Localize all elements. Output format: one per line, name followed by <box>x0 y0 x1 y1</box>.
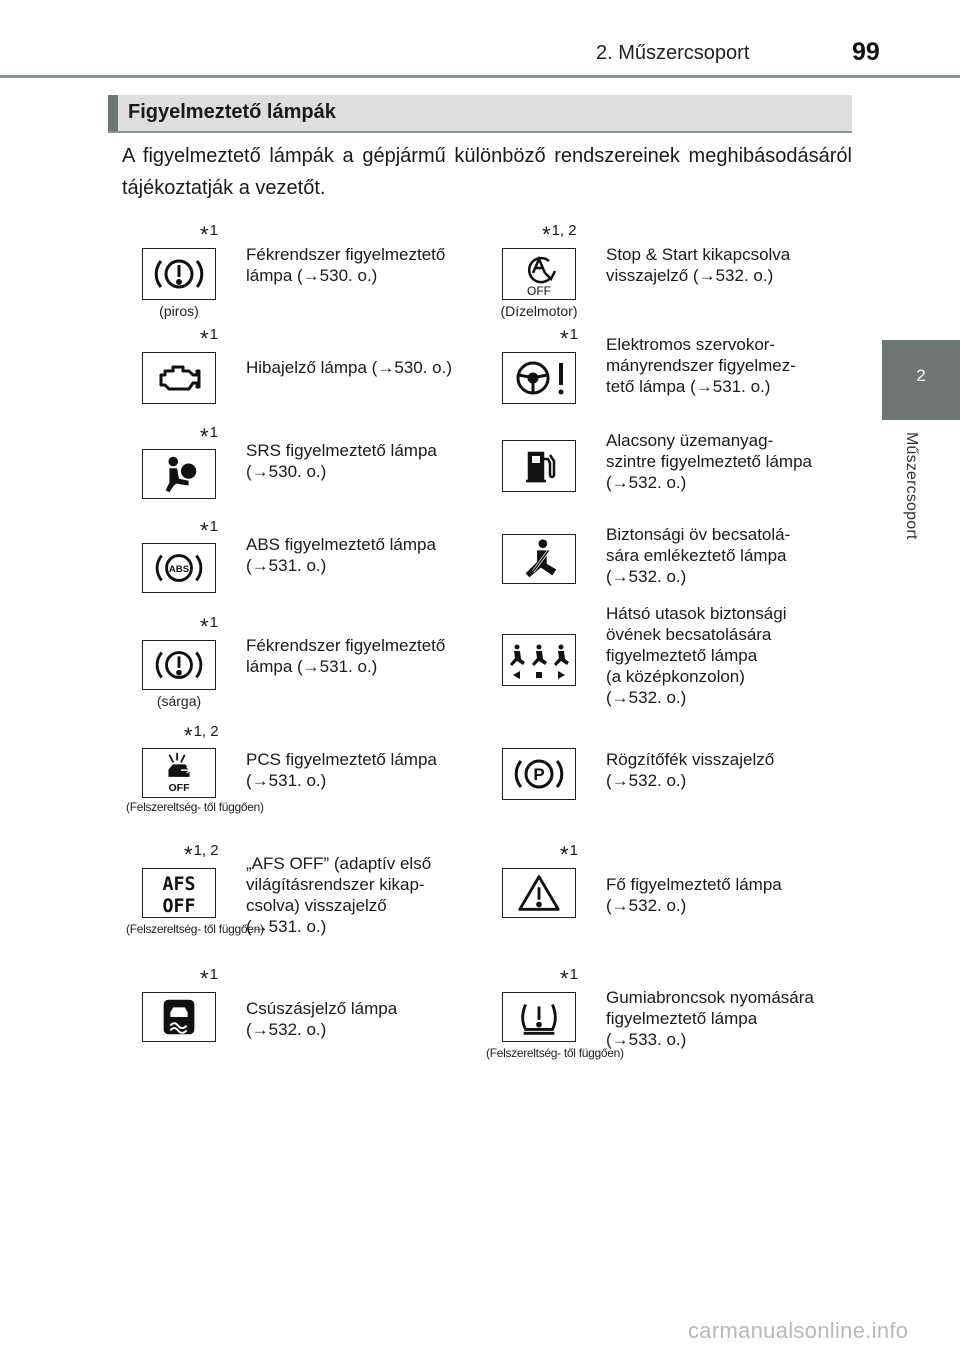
footnote-marker: *1 <box>560 326 578 351</box>
footnote-marker: *1 <box>560 966 578 991</box>
section-intro: A figyelmeztető lámpák a gépjármű különböző rendszereinek meghibásodásáról tájékoztatják a vezetőt. <box>122 145 852 199</box>
lamp-caption: (piros) <box>159 303 199 319</box>
lamp-description: Alacsony üzemanyag- szintre figyelmeztető lámpa (→532. o.) <box>606 431 812 492</box>
lamp-description: Rögzítőfék visszajelző (→532. o.) <box>606 750 775 790</box>
lamp-description: Stop & Start kikapcsolva visszajelző (→532. o.) <box>606 245 791 285</box>
lamp-description: Elektromos szervokor- mányrendszer figyelmez- tető lámpa (→531. o.) <box>606 335 796 396</box>
lamp-description: Fékrendszer figyelmeztető lámpa (→530. o.) <box>246 245 446 285</box>
section-heading-accent <box>108 95 118 131</box>
footnote-marker: *1 <box>200 518 218 543</box>
chapter-title: 2. Műszercsoport <box>596 42 750 64</box>
lamp-description: Biztonsági öv becsatolá- sára emlékeztető lámpa (→532. o.) <box>606 525 791 586</box>
airbag-icon <box>142 449 216 499</box>
site-watermark: carmanualsonline.info <box>688 1318 909 1343</box>
section-heading <box>108 95 852 133</box>
lamp-description: Fő figyelmeztető lámpa (→532. o.) <box>606 875 782 915</box>
lamp-description: „AFS OFF” (adaptív első világításrendszer kikap- csolva) visszajelző (→531. o.) <box>246 854 432 936</box>
lamp-description: Gumiabroncsok nyomására figyelmeztető lámpa (→533. o.) <box>606 988 814 1049</box>
lamp-caption: (Felszereltség- től függően) <box>486 1046 624 1060</box>
lamp-caption: (Dízelmotor) <box>500 303 578 319</box>
chapter-tab-label: Műszercsoport <box>903 432 920 540</box>
footnote-marker: *1, 2 <box>542 222 577 247</box>
footnote-marker: *1, 2 <box>184 842 219 867</box>
lamp-caption: (Felszereltség- től függően) <box>126 922 264 936</box>
lamp-description: SRS figyelmeztető lámpa (→530. o.) <box>246 441 437 481</box>
icon-text: OFF <box>527 284 551 298</box>
lamp-description: PCS figyelmeztető lámpa (→531. o.) <box>246 750 437 790</box>
section-title: Figyelmeztető lámpák <box>128 101 336 123</box>
seatbelt-icon <box>502 534 576 584</box>
lamp-description: Hátsó utasok biztonsági övének becsatolására figyelmeztető lámpa (a középkonzolon) (→532. o.) <box>606 604 787 707</box>
footnote-marker: *1 <box>200 614 218 639</box>
parking-brake-icon <box>502 748 576 800</box>
icon-text: OFF <box>168 782 190 795</box>
header-rule <box>0 75 960 78</box>
lamp-description: ABS figyelmeztető lámpa (→531. o.) <box>246 535 436 575</box>
footnote-marker: *1, 2 <box>184 723 219 748</box>
lamp-description: Fékrendszer figyelmeztető lámpa (→531. o.) <box>246 636 446 676</box>
stop-start-off-icon <box>502 248 576 300</box>
icon-text: AFS <box>162 874 196 896</box>
rear-seatbelt-icon <box>502 634 576 686</box>
icon-text: OFF <box>162 896 196 917</box>
lamp-caption: (sárga) <box>156 693 202 709</box>
brake-warning-icon <box>142 248 216 300</box>
tire-pressure-icon <box>502 992 576 1042</box>
chapter-tab: 2 <box>882 340 960 420</box>
brake-warning-icon <box>142 640 216 690</box>
master-warning-icon <box>502 868 576 918</box>
steering-warning-icon <box>502 352 576 404</box>
afs-off-icon <box>142 868 216 918</box>
footnote-marker: *1 <box>560 842 578 867</box>
footnote-marker: *1 <box>200 424 218 449</box>
fuel-pump-icon <box>502 440 576 492</box>
icon-text: ABS <box>168 563 190 575</box>
footnote-marker: *1 <box>200 326 218 351</box>
footnote-marker: *1 <box>200 222 218 247</box>
footnote-marker: *1 <box>200 966 218 991</box>
pcs-icon <box>142 748 216 798</box>
page-number: 99 <box>852 38 880 66</box>
lamp-caption: (Felszereltség- től függően) <box>126 800 264 814</box>
icon-text: P <box>533 765 545 784</box>
engine-check-icon <box>142 352 216 404</box>
abs-icon <box>142 543 216 593</box>
lamp-description: Hibajelző lámpa (→530. o.) <box>246 358 452 377</box>
lamp-description: Csúszásjelző lámpa (→532. o.) <box>246 999 398 1039</box>
slip-indicator-icon <box>142 992 216 1042</box>
